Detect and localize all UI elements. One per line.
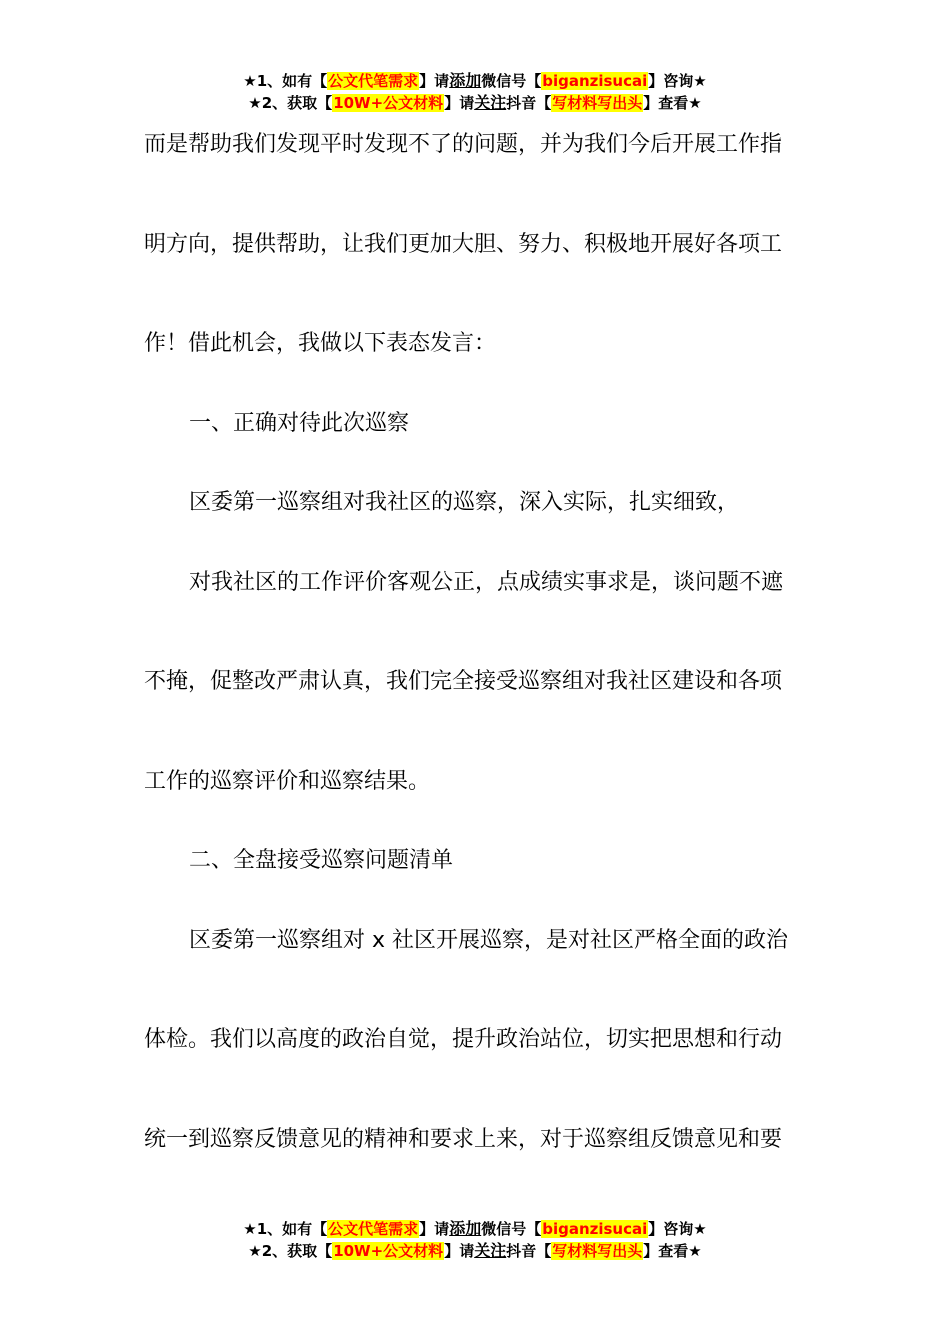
- body-line: 不掩，促整改严肃认真，我们完全接受巡察组对我社区建设和各项: [144, 669, 783, 694]
- body-line: 工作的巡察评价和巡察结果。: [144, 769, 431, 794]
- footer-banner: [0, 1218, 950, 1262]
- underlined-add: 添加: [449, 1219, 482, 1238]
- body-line: 明方向，提供帮助，让我们更加大胆、努力、积极地开展好各项工: [144, 232, 783, 257]
- body-line: 作！借此机会，我做以下表态发言：: [144, 331, 497, 356]
- highlight-service: 公文代笔需求: [328, 1220, 419, 1238]
- highlight-wechat-id: biganzisucai: [542, 1220, 648, 1238]
- highlight-douyin: 写材料写出头: [552, 94, 643, 112]
- banner-line-1: ★1、如有【公文代笔需求】请添加微信号【biganzisucai】咨询★: [243, 71, 707, 90]
- banner-line-2: ★2、获取【10W+公文材料】请关注抖音【写材料写出头】查看★: [248, 93, 702, 112]
- body-line: 而是帮助我们发现平时发现不了的问题，并为我们今后开展工作指: [144, 132, 783, 157]
- underlined-add: 添加: [449, 71, 482, 90]
- underlined-follow: 关注: [474, 93, 507, 112]
- highlight-douyin: 写材料写出头: [552, 1242, 643, 1260]
- section-heading-2: 二、全盘接受巡察问题清单: [189, 848, 454, 873]
- highlight-materials: 10W+公文材料: [333, 1242, 444, 1260]
- body-line: 对我社区的工作评价客观公正，点成绩实事求是，谈问题不遮: [189, 570, 784, 595]
- highlight-materials: 10W+公文材料: [333, 94, 444, 112]
- section-heading-1: 一、正确对待此次巡察: [189, 411, 410, 436]
- body-line: 统一到巡察反馈意见的精神和要求上来，对于巡察组反馈意见和要: [144, 1127, 783, 1152]
- body-line: 区委第一巡察组对 x 社区开展巡察，是对社区严格全面的政治: [189, 928, 789, 953]
- banner-line-2: ★2、获取【10W+公文材料】请关注抖音【写材料写出头】查看★: [248, 1241, 702, 1260]
- highlight-service: 公文代笔需求: [328, 72, 419, 90]
- underlined-follow: 关注: [474, 1241, 507, 1260]
- highlight-wechat-id: biganzisucai: [542, 72, 648, 90]
- header-banner: [0, 70, 950, 114]
- banner-line-1: ★1、如有【公文代笔需求】请添加微信号【biganzisucai】咨询★: [243, 1219, 707, 1238]
- body-line: 区委第一巡察组对我社区的巡察，深入实际，扎实细致，: [189, 490, 740, 515]
- body-line: 体检。我们以高度的政治自觉，提升政治站位，切实把思想和行动: [144, 1027, 783, 1052]
